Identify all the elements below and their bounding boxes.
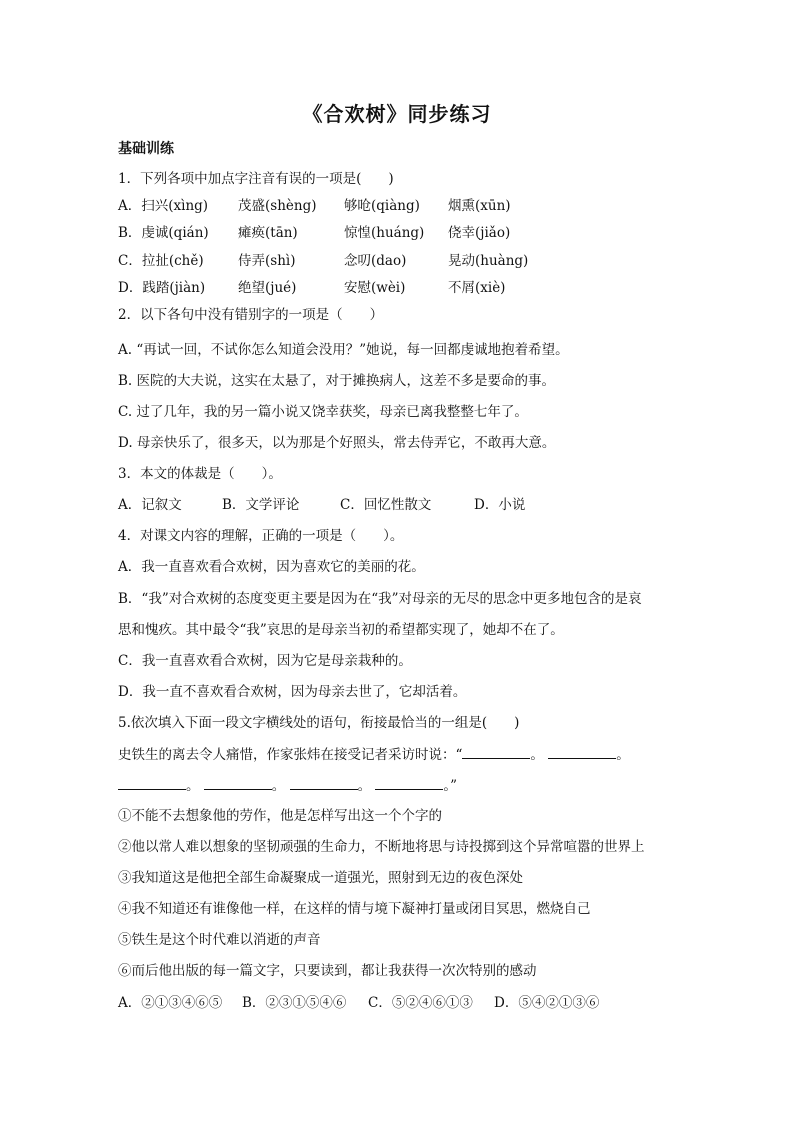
- q1-d-word-3: 安慰(wèi): [344, 280, 406, 296]
- q5-sep-2: 。: [616, 747, 630, 763]
- question-4-stem: 4．对课文内容的理解，正确的一项是（ ）。: [118, 528, 404, 544]
- q5-context-line-2: [118, 776, 457, 795]
- q3-option-a: A．记叙文: [118, 497, 182, 513]
- q1-c-word-3: 念叨(dao): [344, 253, 407, 269]
- q5-item-6: ⑥而后他出版的每一篇文字，只要读到，都让我获得一次次特别的感动: [118, 963, 537, 979]
- q1-d-word-2: 绝望(jué): [238, 280, 297, 296]
- q1-b-word-2: 瘫痪(tān): [238, 225, 298, 241]
- q5-option-c: C．⑤②④⑥①③: [368, 995, 473, 1011]
- q2-option-c: C. 过了几年，我的另一篇小说又饶幸获奖，母亲已离我整整七年了。: [118, 404, 528, 420]
- answer-blank-2[interactable]: [548, 745, 616, 759]
- q5-sep-4: 。: [271, 778, 286, 794]
- q2-option-d: D. 母亲快乐了，很多天，以为那是个好照头，常去侍弄它，不敢再大意。: [118, 435, 556, 451]
- answer-blank-6[interactable]: [375, 776, 443, 790]
- q1-c-word-4: 晃动(huàng): [448, 253, 529, 269]
- q1-b-word-1: B．虔诚(qián): [118, 225, 209, 241]
- q5-item-5: ⑤铁生是这个时代难以消逝的声音: [118, 932, 321, 948]
- q4-option-b-line-2: 思和愧疚。其中最令“我”哀思的是母亲当初的希望都实现了，她却不在了。: [118, 622, 564, 638]
- section-heading: 基础训练: [118, 141, 174, 157]
- q5-option-d: D．⑤④②①③⑥: [494, 995, 600, 1011]
- q3-option-c: C．回忆性散文: [340, 497, 432, 513]
- q1-b-word-4: 侥幸(jiǎo): [448, 225, 511, 241]
- q5-item-2: ②他以常人难以想象的坚韧顽强的生命力，不断地将思与诗投掷到这个异常喧嚣的世界上: [118, 839, 645, 855]
- q1-a-word-2: 茂盛(shèng): [238, 198, 317, 214]
- q1-d-word-4: 不屑(xiè): [448, 280, 506, 296]
- q5-option-b: B．②③①⑤④⑥: [242, 995, 347, 1011]
- q2-option-b: B. 医院的大夫说，这实在太悬了，对于摊换病人，这差不多是要命的事。: [118, 373, 556, 389]
- q1-a-word-1: A．扫兴(xìng): [118, 198, 209, 214]
- q5-item-1: ①不能不去想象他的劳作，他是怎样写出这一个个字的: [118, 808, 442, 824]
- q1-a-word-3: 够呛(qiàng): [344, 198, 420, 214]
- q1-a-word-4: 烟熏(xūn): [448, 198, 511, 214]
- q5-option-a: A．②①③④⑥⑤: [118, 995, 223, 1011]
- q4-option-a: A．我一直喜欢看合欢树，因为喜欢它的美丽的花。: [118, 559, 425, 575]
- q5-sep-1: 。: [530, 747, 544, 763]
- q1-c-word-1: C．拉扯(chě): [118, 253, 204, 269]
- q1-d-word-1: D．践踏(jiàn): [118, 280, 206, 296]
- question-3-stem: 3．本文的体裁是（ ）。: [118, 466, 282, 482]
- question-1-stem: 1．下列各项中加点字注音有误的一项是( ): [118, 171, 394, 187]
- answer-blank-5[interactable]: [290, 776, 358, 790]
- q4-option-c: C．我一直喜欢看合欢树，因为它是母亲栽种的。: [118, 653, 412, 669]
- q1-b-word-3: 惊惶(huáng): [344, 225, 425, 241]
- q3-option-d: D．小说: [474, 497, 526, 513]
- answer-blank-3[interactable]: [118, 776, 186, 790]
- q5-item-3: ③我知道这是他把全部生命凝聚成一道强光，照射到无边的夜色深处: [118, 870, 523, 886]
- q5-item-4: ④我不知道还有谁像他一样，在这样的情与境下凝神打量或闭目冥思，燃烧自己: [118, 901, 591, 917]
- q5-end: 。”: [443, 778, 458, 794]
- q5-sep-3: 。: [186, 778, 200, 794]
- q4-option-b-line-1: B．“我”对合欢树的态度变更主要是因为在“我”对母亲的无尽的思念中更多地包含的是哀: [118, 591, 642, 607]
- q5-context-line-1: [118, 745, 630, 764]
- page-title: 《合欢树》同步练习: [302, 102, 492, 126]
- question-2-stem: 2．以下各句中没有错别字的一项是（ ）: [118, 307, 384, 323]
- q5-context-text: 史铁生的离去令人痛惜，作家张炜在接受记者采访时说：“: [118, 747, 463, 763]
- q3-option-b: B．文学评论: [222, 497, 300, 513]
- q5-sep-5: 。: [357, 778, 372, 794]
- question-5-stem: 5.依次填入下面一段文字横线处的语句，衔接最恰当的一组是( ): [118, 715, 520, 731]
- answer-blank-4[interactable]: [204, 776, 272, 790]
- q2-option-a: A. “再试一回，不试你怎么知道会没用？”她说，每一回都虔诚地抱着希望。: [118, 342, 569, 358]
- q4-option-d: D．我一直不喜欢看合欢树，因为母亲去世了，它却活着。: [118, 684, 467, 700]
- answer-blank-1[interactable]: [462, 745, 530, 759]
- q1-c-word-2: 侍弄(shì): [238, 253, 296, 269]
